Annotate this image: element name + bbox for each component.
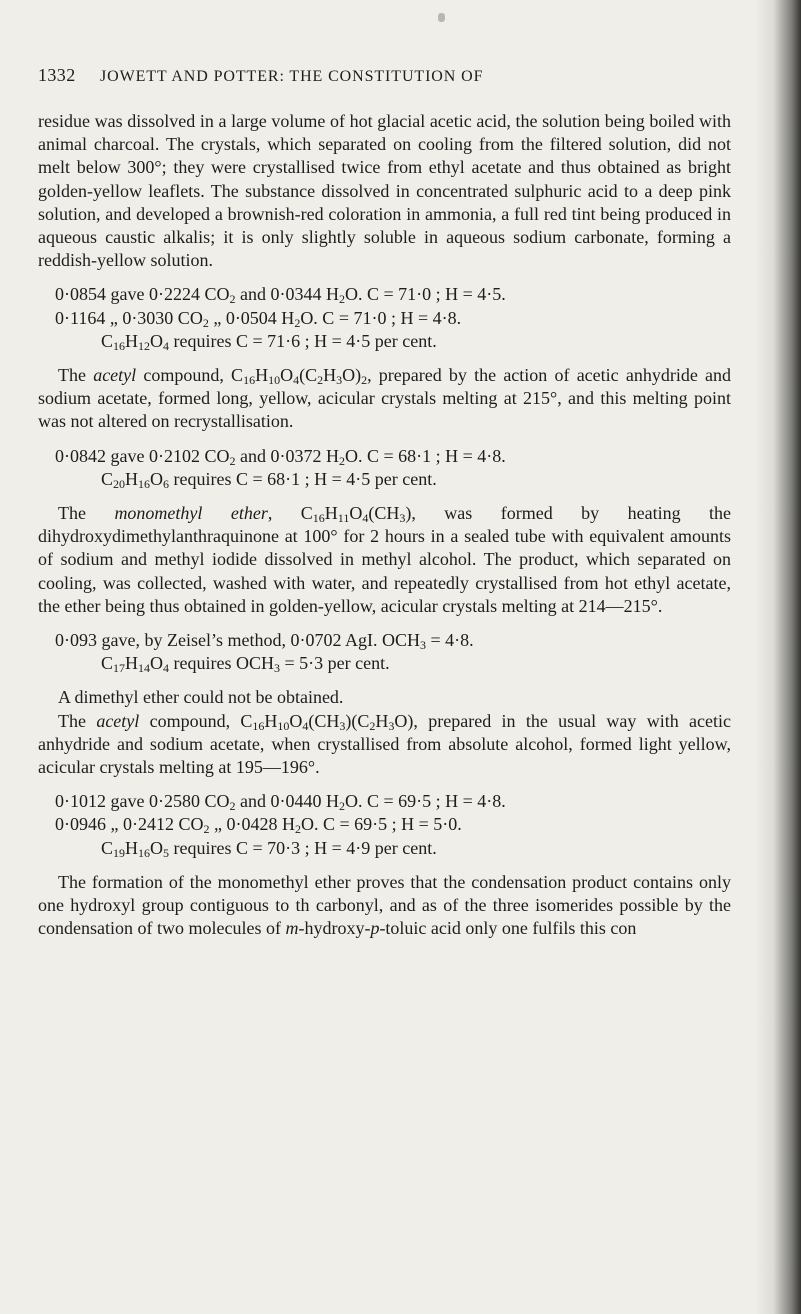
analysis-line-5: 0·1012 gave 0·2580 $CO_2$ and 0·0440 $H_2O$. C = 69·5 ; H = 4·8. bbox=[55, 791, 506, 814]
running-header bbox=[38, 65, 738, 86]
requires-line-3: $C_{17}H_{14}O_4$ requires $OCH_3 = 5\cdot 3$ per cent. bbox=[101, 653, 390, 676]
analysis-line-1: 0·0854 gave 0·2224 $CO_2$ and 0·0344 $H_2O$. C = 71·0 ; H = 4·5. bbox=[55, 284, 506, 307]
running-title: JOWETT AND POTTER: THE CONSTITUTION OF bbox=[100, 68, 484, 85]
book-spine-shadow bbox=[755, 0, 801, 1314]
analysis-line-6: 0·0946 „ 0·2412 $CO_2$ „ 0·0428 $H_2O$. C = 69·5 ; H = 5·0. bbox=[55, 814, 462, 837]
analysis-line-3: 0·0842 gave 0·2102 $CO_2$ and 0·0372 $H_2O$. C = 68·1 ; H = 4·8. bbox=[55, 445, 506, 468]
page-number: 1332 bbox=[38, 65, 76, 85]
paragraph-residue: residue was dissolved in a large volume of hot glacial acetic acid, the solution being boiled with animal charcoal. The crystals, which separated on cooling from the filtered solution, did not melt below 300°; they were crystallised twice from ethyl acetate and thus obtained as bright golden-yellow leaflets. The substance dissolved in concentrated sulphuric acid to a deep pink solution, and developed a brownish-red coloration in ammonia, a full red tint being produced in aqueous caustic alkalis; it is only slightly soluble in aqueous sodium carbonate, forming a reddish-yellow solution. bbox=[38, 111, 731, 271]
requires-line-2: $C_{20}H_{16}O_6$ requires C = 68·1 ; H = 4·5 per cent. bbox=[101, 468, 437, 491]
analysis-line-2: 0·1164 „ 0·3030 $CO_2$ „ 0·0504 $H_2O$. C = 71·0 ; H = 4·8. bbox=[55, 307, 462, 330]
paragraph-conclusion: The formation of the monomethyl ether proves that the condensation product contains only one hydroxyl group contiguous to th carbonyl, and as of the three isomerides possible by the condensation of two molecules of m-hydroxy-p-toluic acid only one fulfils this con bbox=[38, 871, 731, 939]
paragraph-acetyl-compound: The acetyl compound, $C_{16}H_{10}O_4(C_2H_3O)_2$, prepared by the action of acetic anhydride and sodium acetate, formed long, yellow, acicular crystals melting at 215°, and this melting point was not altered on recrystallisation. bbox=[38, 365, 732, 432]
paragraph-acetyl-methyl: The acetyl compound, $C_{16}H_{10}O_4(CH_3)(C_2H_3O)$, prepared in the usual way with acetic anhydride and sodium acetate, when crystallised from absolute alcohol, formed light yellow, acicular crystals melting at 195—196°. bbox=[38, 710, 732, 778]
requires-line-4: $C_{19}H_{16}O_5$ requires C = 70·3 ; H = 4·9 per cent. bbox=[101, 837, 437, 860]
ink-fleck bbox=[438, 13, 445, 22]
article-body bbox=[38, 110, 731, 941]
requires-line-1: $C_{16}H_{12}O_4$ requires C = 71·6 ; H = 4·5 per cent. bbox=[101, 330, 437, 353]
analysis-line-4: 0·093 gave, by Zeisel’s method, 0·0702 AgI. $OCH_3 = 4\cdot 8$. bbox=[55, 630, 474, 653]
paragraph-dimethyl-ether: A dimethyl ether could not be obtained. bbox=[58, 687, 344, 708]
paragraph-monomethyl-ether: The monomethyl ether, $C_{16}H_{11}O_4(CH_3)$, was formed by heating the dihydroxydimethylanthraquinone at 100° for 2 hours in a sealed tube with equivalent amounts of sodium and methyl iodide dissolved in methyl alcohol. The product, which separated on cooling, was collected, washed with water, and repeatedly crystallised from hot ethyl acetate, the ether being thus obtained in golden-yellow, acicular crystals melting at 214—215°. bbox=[38, 503, 731, 616]
